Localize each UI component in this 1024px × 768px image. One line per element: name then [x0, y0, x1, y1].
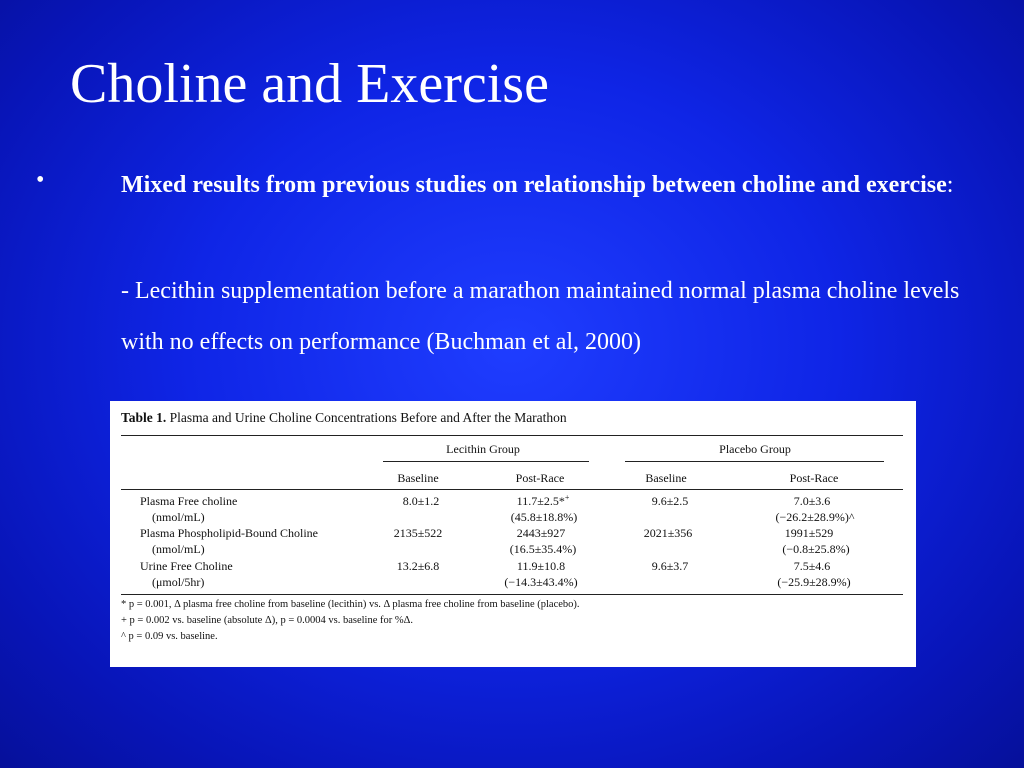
cell-lecithin-postrace-pct: (16.5±35.4%) — [509, 542, 577, 556]
cell-placebo-baseline: 2021±356 — [643, 526, 693, 540]
footnote: * p = 0.001, Δ plasma free choline from baseline (lecithin) vs. Δ plasma free choline from baseline (placebo). — [121, 599, 580, 610]
table-caption-text: Plasma and Urine Choline Concentrations Before and After the Marathon — [169, 410, 567, 425]
table-top-rule — [121, 435, 903, 436]
row-unit: (nmol/mL) — [152, 510, 205, 524]
row-unit: (μmol/5hr) — [152, 575, 205, 589]
cell-lecithin-postrace-pct: (45.8±18.8%) — [510, 510, 578, 524]
cell-placebo-postrace: 7.0±3.6 — [793, 494, 831, 508]
bullet-text — [121, 160, 979, 211]
header-bottom-rule — [121, 489, 903, 490]
cell-placebo-baseline: 9.6±2.5 — [651, 494, 689, 508]
bullet-bold-text: Mixed results from previous studies on relationship between choline and exercise — [121, 172, 947, 198]
cell-lecithin-baseline: 13.2±6.8 — [396, 559, 440, 573]
cell-lecithin-postrace-pct: (−14.3±43.4%) — [504, 575, 578, 589]
table-bottom-rule — [121, 594, 903, 595]
cell-lecithin-postrace: 11.7±2.5*+ — [516, 493, 570, 508]
choline-table — [110, 401, 916, 667]
bullet-colon: : — [946, 172, 954, 198]
col-header-lecithin-postrace: Post-Race — [515, 471, 565, 485]
cell-placebo-postrace-pct: (−0.8±25.8%) — [782, 542, 850, 556]
cell-placebo-postrace: 1991±529 — [784, 526, 834, 540]
table-caption — [121, 410, 567, 426]
cell-placebo-baseline: 9.6±3.7 — [651, 559, 689, 573]
group-rule-lecithin — [383, 461, 589, 462]
group-header-lecithin: Lecithin Group — [446, 442, 520, 456]
footnote: + p = 0.002 vs. baseline (absolute Δ), p = 0.0004 vs. baseline for %Δ. — [121, 615, 413, 626]
row-label: Plasma Phospholipid-Bound Choline — [140, 526, 319, 540]
cell-lecithin-baseline: 8.0±1.2 — [402, 494, 440, 508]
cell-placebo-postrace: 7.5±4.6 — [793, 559, 831, 573]
bullet-marker: • — [36, 167, 45, 193]
group-rule-placebo — [625, 461, 884, 462]
cell-lecithin-postrace: 2443±927 — [516, 526, 566, 540]
table-caption-label: Table 1. — [121, 410, 167, 425]
group-header-placebo: Placebo Group — [719, 442, 791, 456]
slide-title: Choline and Exercise — [70, 53, 549, 115]
row-label: Plasma Free choline — [140, 494, 238, 508]
cell-lecithin-baseline: 2135±522 — [393, 526, 443, 540]
cell-placebo-postrace-pct: (−26.2±28.9%)^ — [775, 510, 855, 524]
cell-lecithin-postrace: 11.9±10.8 — [516, 559, 566, 573]
sub-bullet-text: - Lecithin supplementation before a marathon maintained normal plasma choline levels with no effects on performance (Buchman et al, 2000) — [121, 278, 960, 355]
footnote: ^ p = 0.09 vs. baseline. — [121, 631, 218, 642]
row-unit: (nmol/mL) — [152, 542, 205, 556]
col-header-placebo-postrace: Post-Race — [789, 471, 839, 485]
col-header-lecithin-baseline: Baseline — [397, 471, 439, 485]
row-label: Urine Free Choline — [140, 559, 233, 573]
cell-placebo-postrace-pct: (−25.9±28.9%) — [777, 575, 851, 589]
col-header-placebo-baseline: Baseline — [645, 471, 687, 485]
